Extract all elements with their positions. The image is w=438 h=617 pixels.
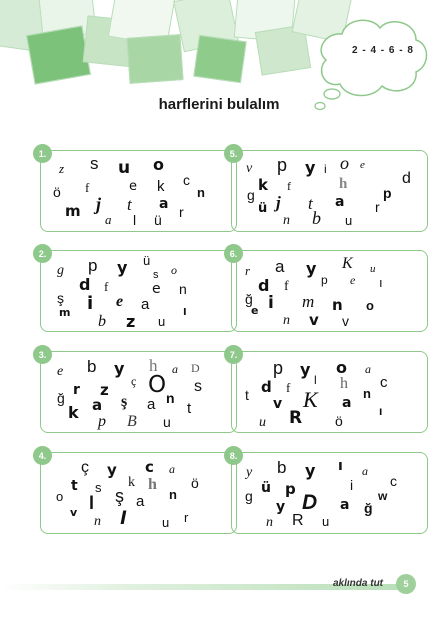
letter: t — [71, 478, 78, 494]
letter: n — [166, 390, 175, 406]
letter: b — [87, 357, 97, 376]
letter: s — [153, 269, 159, 281]
letter: ğ — [364, 500, 373, 516]
letter: D — [191, 361, 200, 375]
letter: f — [104, 279, 109, 294]
letter: n — [266, 515, 273, 530]
letter: u — [259, 415, 266, 430]
letter: y — [114, 359, 125, 378]
letter: d — [79, 275, 91, 294]
box-number: 8. — [224, 446, 243, 465]
letter: m — [65, 202, 81, 220]
letter: h — [148, 476, 157, 493]
letter: b — [312, 208, 321, 228]
letter: t — [187, 400, 192, 417]
letter: y — [305, 158, 316, 177]
letter: v — [273, 396, 283, 412]
puzzle-box-4 — [40, 452, 237, 534]
letter: ğ — [57, 390, 65, 406]
letter: a — [136, 493, 145, 510]
letter: z — [100, 381, 109, 399]
letter: y — [300, 360, 311, 379]
footer-brand: aklında tut — [333, 578, 384, 589]
letter: p — [88, 256, 98, 275]
letter: l — [314, 373, 317, 387]
letter: ü — [154, 212, 162, 228]
letter: r — [179, 204, 184, 220]
letter: a — [362, 464, 368, 478]
letter: y — [306, 259, 317, 278]
letter: k — [68, 403, 79, 422]
letter: d — [402, 170, 411, 187]
letter: v — [70, 506, 78, 519]
letter: k — [128, 475, 135, 490]
letter: ş — [57, 290, 64, 306]
puzzle-box-7 — [231, 351, 428, 433]
letter: i — [87, 293, 94, 314]
letter: e — [152, 281, 161, 297]
letter: e — [57, 364, 64, 379]
letter: a — [342, 395, 352, 411]
letter: f — [287, 179, 291, 193]
letter: e — [251, 304, 259, 317]
letter: v — [342, 313, 349, 329]
puzzle-box-1 — [40, 150, 237, 232]
letter: g — [247, 187, 255, 203]
letter: m — [59, 306, 71, 319]
letter: z — [126, 312, 136, 331]
letter: R — [292, 512, 304, 529]
box-number: 5. — [224, 144, 243, 163]
letter: y — [107, 461, 117, 479]
letter: r — [375, 199, 380, 215]
letter: ı — [379, 275, 383, 290]
letter: u — [118, 158, 131, 178]
letter: v — [246, 161, 253, 176]
decor-square — [193, 35, 246, 83]
letter: p — [277, 155, 288, 175]
letter: l — [89, 493, 95, 513]
letter: f — [284, 279, 289, 294]
letter: v — [309, 311, 319, 329]
letter: p — [321, 273, 328, 287]
letter: R — [289, 408, 303, 428]
letter: e — [129, 179, 137, 194]
box-number: 3. — [33, 345, 52, 364]
box-number: 6. — [224, 244, 243, 263]
letter: ş — [121, 393, 128, 410]
letter: s — [90, 154, 99, 173]
letter: g — [245, 488, 253, 504]
letter: g — [57, 263, 64, 278]
letter: o — [153, 155, 164, 174]
puzzle-box-6 — [231, 250, 428, 332]
letter: t — [127, 195, 132, 214]
letter: o — [56, 489, 64, 504]
box-number: 1. — [33, 144, 52, 163]
letter: r — [245, 263, 251, 278]
letter: y — [117, 258, 128, 277]
letter: y — [305, 461, 316, 480]
letter: l — [120, 508, 127, 529]
letter: l — [133, 212, 137, 228]
letter: e — [116, 293, 124, 310]
letter: n — [332, 296, 343, 314]
letter: r — [73, 382, 80, 398]
letter: ı — [183, 303, 187, 318]
letter: h — [340, 375, 348, 392]
letter: n — [363, 386, 371, 401]
letter: n — [179, 281, 187, 297]
letter: n — [283, 213, 290, 228]
letter: ı — [338, 458, 343, 474]
letter: r — [184, 510, 189, 525]
letter: z — [59, 161, 65, 176]
letter: ç — [81, 459, 89, 476]
letter: k — [157, 178, 165, 195]
letter: c — [183, 172, 190, 188]
letter: n — [283, 313, 290, 328]
letter: p — [285, 480, 296, 498]
letter: a — [275, 257, 285, 276]
letter: b — [277, 458, 287, 477]
puzzle-box-5 — [231, 150, 428, 232]
letter: D — [302, 491, 318, 514]
page-number: 5 — [396, 574, 416, 594]
letter: o — [366, 298, 374, 313]
letter: a — [172, 362, 178, 376]
letter: t — [245, 387, 249, 403]
letter: a — [340, 497, 350, 513]
letter: y — [276, 499, 286, 515]
letter: p — [98, 413, 106, 430]
letter: c — [380, 374, 388, 391]
letter: n — [94, 514, 101, 529]
letter: f — [286, 380, 291, 395]
letter: i — [324, 162, 327, 176]
letter: a — [335, 194, 345, 210]
letter: u — [345, 213, 353, 228]
letter: c — [145, 458, 154, 476]
letter: ö — [191, 475, 199, 491]
letter: ü — [258, 201, 268, 216]
letter: p — [383, 185, 392, 201]
letter: c — [390, 473, 397, 489]
letter: m — [302, 292, 315, 311]
letter: u — [370, 263, 376, 275]
letter: a — [159, 196, 169, 212]
letter: K — [342, 255, 353, 272]
letter: n — [197, 185, 205, 200]
letter: d — [261, 378, 272, 396]
box-number: 2. — [33, 244, 52, 263]
letter: a — [169, 462, 175, 476]
letter: j — [96, 194, 102, 214]
cloud-letters-text: 2 - 4 - 6 - 8 — [352, 45, 414, 56]
letter: k — [258, 176, 268, 194]
box-number: 7. — [224, 345, 243, 364]
letter: h — [149, 356, 158, 375]
letter: h — [339, 176, 348, 192]
letter: i — [268, 293, 274, 313]
letter: o — [171, 263, 177, 277]
letter: w — [378, 489, 388, 503]
page-title: harflerini bulalım — [158, 96, 280, 113]
letter: o — [340, 153, 349, 173]
letter: p — [273, 358, 284, 378]
puzzle-box-3 — [40, 351, 237, 433]
letter: o — [336, 358, 347, 377]
letter: ı — [379, 404, 383, 418]
box-number: 4. — [33, 446, 52, 465]
letter: a — [141, 296, 150, 313]
puzzle-box-8 — [231, 452, 428, 534]
letter: K — [303, 387, 318, 412]
letter: j — [276, 193, 281, 212]
letter: y — [246, 465, 253, 480]
letter: d — [258, 276, 270, 295]
letter: a — [105, 212, 112, 227]
decor-square — [26, 25, 91, 84]
letter: ü — [143, 253, 151, 268]
letter: B — [127, 413, 137, 430]
letter: s — [194, 378, 202, 395]
letter: s — [95, 480, 102, 495]
letter: a — [147, 396, 156, 413]
letter: u — [162, 515, 170, 530]
letter: a — [92, 396, 103, 414]
letter: u — [158, 314, 166, 329]
letter: i — [350, 477, 354, 493]
letter: ü — [261, 480, 271, 496]
letter: b — [98, 313, 106, 330]
letter: ö — [53, 184, 61, 200]
letter: f — [85, 180, 90, 195]
letter: u — [163, 414, 171, 430]
decor-square — [126, 34, 183, 84]
puzzle-box-2 — [40, 250, 237, 332]
letter: ö — [335, 413, 343, 429]
letter: a — [365, 362, 371, 376]
letter: n — [169, 487, 177, 502]
letter: u — [322, 514, 330, 529]
letter: e — [360, 159, 365, 171]
letter: t — [308, 194, 313, 213]
letter: ş — [115, 486, 124, 506]
letter: e — [350, 273, 356, 287]
letter: ğ — [245, 291, 253, 307]
letter: O — [148, 372, 167, 398]
letter: ç — [131, 374, 137, 388]
